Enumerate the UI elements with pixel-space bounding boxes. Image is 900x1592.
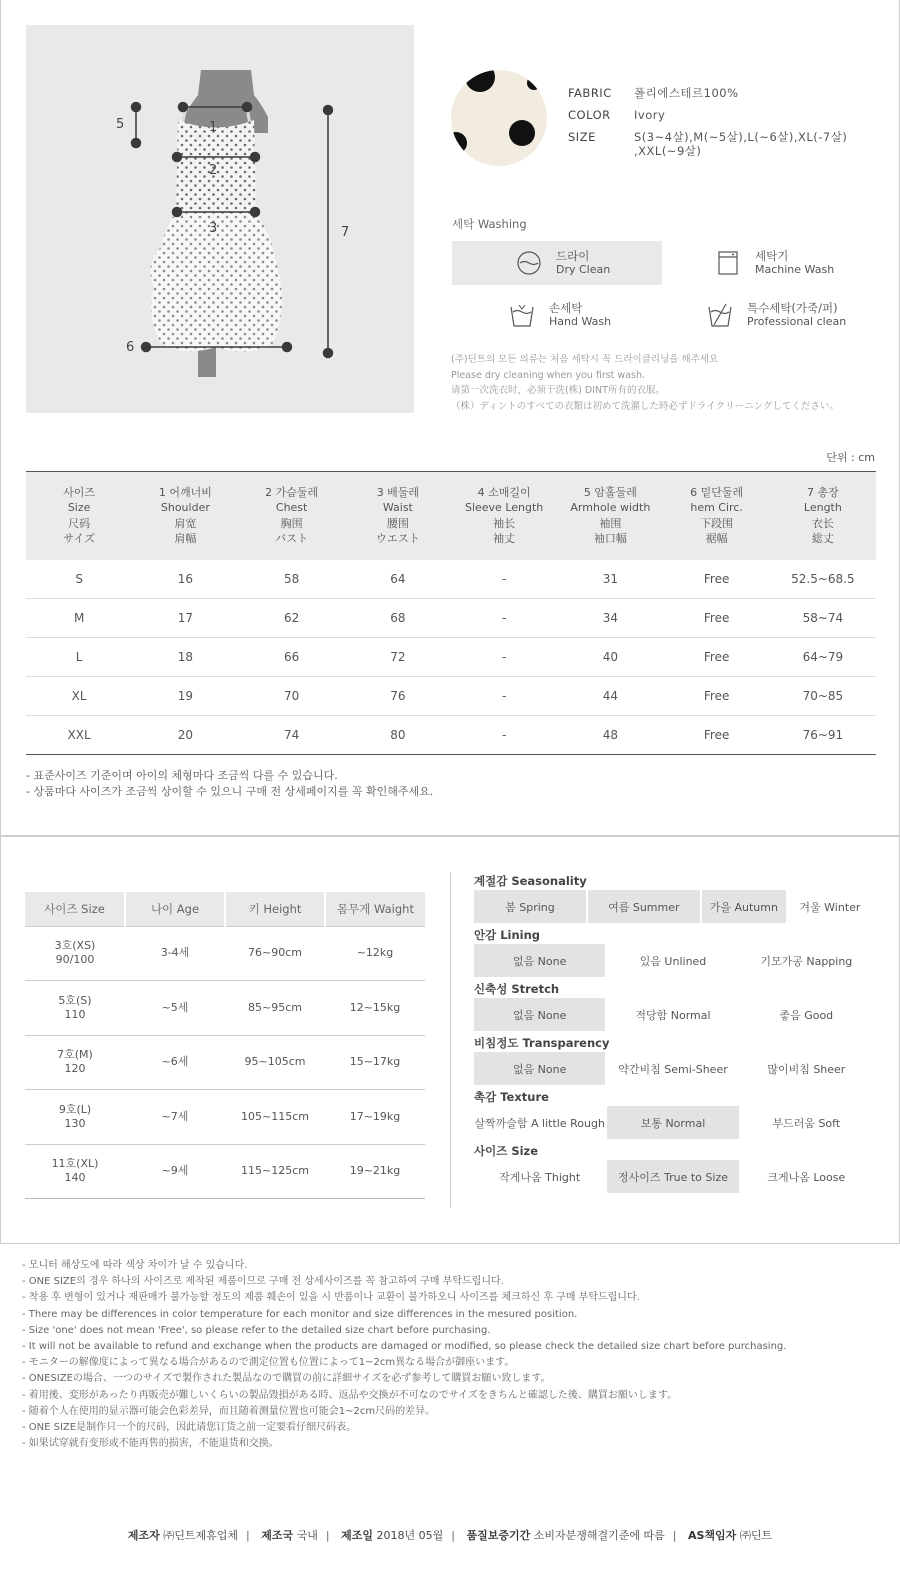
footer-label: AS책임자 (688, 1529, 737, 1542)
table-row (25, 981, 425, 1036)
cell: 70 (239, 677, 345, 716)
cell: 3호(XS) 90/100 (25, 926, 125, 981)
table-row (25, 1035, 425, 1090)
general-notes (22, 1258, 786, 1452)
cell: 20 (177, 728, 194, 742)
cell: 31 (557, 560, 663, 599)
header-weight: 몸무게 Waight (325, 892, 425, 926)
attr-title: 사이즈 Size (474, 1144, 539, 1158)
cell: XL (26, 677, 132, 716)
cell: 68 (345, 599, 451, 638)
attr-option: 있음 Unlined (639, 954, 707, 968)
footer-label: 제조자 (127, 1529, 160, 1542)
footer-label: 제조일 (341, 1529, 374, 1542)
header-sleeve-length: 4 소매길이 Sleeve Length 袖长 袖丈 (451, 472, 557, 560)
wash-option-hand-wash (507, 293, 717, 337)
size-row (568, 130, 888, 158)
measure-label-3: 3 (209, 221, 218, 236)
attr-title: 안감 Lining (474, 928, 541, 942)
table-row (26, 638, 876, 677)
table-row (25, 926, 425, 981)
header-height: 키 Height (225, 892, 325, 926)
note-line: - 随着个人在使用的显示器可能会色彩差异，而且随着测量位置也可能会1~2cm尺码的差异。 (22, 1405, 436, 1417)
attr-title: 신축성 Stretch (474, 982, 560, 996)
footer-value: ㈜딘트 (739, 1529, 773, 1542)
cell: 64 (345, 560, 451, 599)
attr-option-autumn: 가을 Autumn (702, 890, 786, 923)
washing-note: 请第一次洗衣时，必须干洗(株) DINT所有的衣服。 (451, 385, 665, 396)
header-armhole: 5 암홀둘레 Armhole width 袖围 袖口幅 (557, 472, 663, 560)
size-note: - 상품마다 사이즈가 조금씩 상이할 수 있으니 구매 전 상세페이지를 꼭 확인해주세요. (26, 785, 434, 798)
measure-label-2: 2 (209, 163, 218, 178)
note-line: - Size 'one' does not mean 'Free', so please refer to the detailed size chart before purchasing. (22, 1324, 491, 1336)
attr-option: 크게나옴 Loose (767, 1170, 846, 1184)
cell: L (26, 638, 132, 677)
attr-option: 정사이즈 True to Size (607, 1160, 738, 1193)
attr-options (474, 998, 874, 1031)
table-row (25, 1090, 425, 1145)
cell: 17 (132, 599, 238, 638)
cell: M (26, 599, 132, 638)
cell: 95~105cm (225, 1035, 325, 1090)
attr-option: 부드러움 Soft (772, 1116, 841, 1130)
header-chest: 2 가슴둘레 Chest 胸围 バスト (239, 472, 345, 560)
cell: 11호(XL) 140 (25, 1144, 125, 1199)
professional-clean-icon (705, 300, 735, 330)
product-footer: 제조자 ㈜딘트제휴업체 | 제조국 국내 | 제조일 2018년 05월 | 품질보증기간 소비자분쟁해결기준에 따름 | AS책임자 ㈜딘트 (127, 1529, 773, 1542)
cell: 48 (602, 728, 619, 742)
cell: - (451, 677, 557, 716)
wash-option-kr: 특수세탁(가죽/퍼) (747, 301, 838, 315)
attr-texture (474, 1088, 874, 1139)
footer-value: ㈜딘트제휴업체 (163, 1529, 239, 1542)
table-row (26, 716, 876, 755)
attr-option: 약간비침 Semi-Sheer (618, 1062, 728, 1076)
wash-option-kr: 세탁기 (755, 249, 789, 263)
wash-option-en: Dry Clean (556, 263, 611, 276)
attr-transparency (474, 1034, 874, 1085)
header-size: 사이즈 Size 尺码 サイズ (26, 472, 132, 560)
table-row (26, 677, 876, 716)
cell: 72 (345, 638, 451, 677)
footer-label: 품질보증기간 (466, 1529, 531, 1542)
wash-option-kr: 드라이 (556, 249, 590, 263)
note-line: - モニターの解像度によって異なる場合があるので測定位置も位置によって1~2cm異なる場合が御座います。 (22, 1357, 515, 1369)
fabric-info (568, 86, 888, 166)
cell: ~9세 (125, 1144, 225, 1199)
attr-seasonality (474, 872, 874, 923)
attr-option: 기모가공 Napping (760, 954, 853, 968)
attr-option: 적당함 Normal (635, 1008, 711, 1022)
cell: 9호(L) 130 (25, 1090, 125, 1145)
cell: - (451, 599, 557, 638)
attribute-groups (474, 872, 874, 1196)
cell: Free (664, 638, 770, 677)
cell: 66 (239, 638, 345, 677)
attr-option: 살짝까슬함 A little Rough (474, 1116, 605, 1130)
cell: 3-4세 (125, 926, 225, 981)
cell: Free (664, 560, 770, 599)
note-line: - 着用後、変形があったり再販売が難しいくらいの製品毀損がある時、返品や交換が不可なのでサイズをきちんと確認した後、購買お願いします。 (22, 1389, 678, 1401)
header-hem: 6 밑단둘레 hem Circ. 下段围 裾幅 (664, 472, 770, 560)
washing-title: 세탁 Washing (452, 217, 527, 231)
footer-value: 국내 (296, 1529, 318, 1542)
note-line: - It will not be available to refund and exchange when the products are damaged or modified, so please check the detailed size chart before purchasing. (22, 1341, 787, 1353)
cell: - (451, 560, 557, 599)
note-line: - ONE SIZE是制作只一个的尺码，因此请您订货之前一定要看仔细尺码表。 (22, 1422, 357, 1434)
cell: ~5세 (125, 981, 225, 1036)
cell: 18 (132, 638, 238, 677)
color-label: COLOR (568, 108, 611, 122)
cell: 58~74 (770, 599, 876, 638)
attr-option: 많이비침 Sheer (767, 1062, 846, 1076)
measure-label-6: 6 (126, 340, 135, 355)
fabric-row (568, 86, 888, 100)
note-line: - ONE SIZE의 경우 하나의 사이즈로 제작된 제품이므로 구매 전 상세사이즈를 꼭 참고하여 구매 부탁드립니다. (22, 1276, 504, 1288)
wash-option-en: Professional clean (747, 315, 847, 328)
age-table-header (25, 892, 425, 926)
attr-title: 비침정도 Transparency (474, 1036, 610, 1050)
header-age: 나이 Age (125, 892, 225, 926)
size-note: - 표준사이즈 기준이며 아이의 체형마다 조금씩 다를 수 있습니다. (26, 769, 338, 782)
attr-option-winter: 겨울 Winter (799, 900, 861, 914)
cell: ~7세 (125, 1090, 225, 1145)
attr-options (474, 944, 874, 977)
attr-lining (474, 926, 874, 977)
attr-option: 좋음 Good (779, 1008, 834, 1022)
cell: 44 (557, 677, 663, 716)
attr-option: 없음 None (474, 998, 605, 1031)
note-line: - 모니터 해상도에 따라 색상 차이가 날 수 있습니다. (22, 1260, 248, 1271)
cell: 64~79 (770, 638, 876, 677)
attr-option: 작게나옴 Thight (499, 1170, 581, 1184)
table-row (25, 1144, 425, 1199)
attr-stretch (474, 980, 874, 1031)
attr-fit (474, 1142, 874, 1193)
cell: 15~17kg (325, 1035, 425, 1090)
attr-option-summer: 여름 Summer (588, 890, 700, 923)
attr-option: 보통 Normal (607, 1106, 738, 1139)
table-row (26, 560, 876, 599)
fabric-label: FABRIC (568, 86, 612, 100)
cell: 105~115cm (225, 1090, 325, 1145)
washing-note: (주)딘트의 모든 의류는 처음 세탁시 꼭 드라이클리닝을 해주세요 (451, 354, 719, 365)
cell: 5호(S) 110 (25, 981, 125, 1036)
cell: Free (703, 728, 730, 742)
footer-value: 소비자분쟁해결기준에 따름 (533, 1529, 665, 1542)
attr-options (474, 1052, 874, 1085)
cell: 74 (283, 728, 300, 742)
header-waist: 3 배둘레 Waist 腰围 ウエスト (345, 472, 451, 560)
cell: 70~85 (770, 677, 876, 716)
wash-option-professional-clean (705, 293, 900, 337)
cell: Free (664, 599, 770, 638)
attr-option-spring: 봄 Spring (474, 890, 586, 923)
cell: 58 (239, 560, 345, 599)
washing-note: （株）ディントのすべての衣類は初めて洗濯した時必ずドライクリーニングしてください。 (451, 400, 839, 412)
fabric-swatch (451, 70, 547, 166)
unit-label: 단위 : cm (826, 451, 875, 464)
note-line: - There may be differences in color temperature for each monitor and size differences in the mesured position. (22, 1308, 578, 1320)
cell: 17~19kg (325, 1090, 425, 1145)
size-table-header (26, 472, 876, 560)
attr-title: 계절감 Seasonality (474, 874, 587, 888)
cell: 85~95cm (225, 981, 325, 1036)
cell: 62 (239, 599, 345, 638)
cell: 34 (557, 599, 663, 638)
cell: XXL (67, 728, 91, 742)
table-row (26, 599, 876, 638)
attr-title: 촉감 Texture (474, 1090, 549, 1104)
color-row (568, 108, 888, 122)
fabric-value: 폴리에스테르100% (634, 86, 739, 100)
attr-options (474, 1160, 874, 1193)
footer-value: 2018년 05월 (376, 1529, 444, 1542)
wash-option-en: Hand Wash (549, 315, 612, 328)
footer-label: 제조국 (261, 1529, 294, 1542)
cell: 19~21kg (325, 1144, 425, 1199)
color-value: Ivory (634, 108, 666, 122)
dress-measurement-illustration (26, 25, 414, 413)
cell: S (26, 560, 132, 599)
washing-notes (451, 352, 891, 414)
cell: - (451, 638, 557, 677)
attr-options (474, 1106, 874, 1139)
size-label: SIZE (568, 130, 596, 144)
wash-option-machine-wash (713, 241, 900, 285)
wash-option-dry-clean (452, 241, 662, 285)
size-value: S(3~4살),M(~5살),L(~6살),XL(-7살) ,XXL(~9살) (634, 130, 848, 158)
header-shoulder: 1 어깨너비 Shoulder 肩宽 肩幅 (132, 472, 238, 560)
measure-label-7: 7 (341, 225, 350, 240)
attr-options (474, 890, 874, 923)
attr-option: 없음 None (474, 944, 605, 977)
attr-option: 없음 None (474, 1052, 605, 1085)
cell: ~12kg (325, 926, 425, 981)
cell: 76~90cm (225, 926, 325, 981)
machine-wash-icon (713, 248, 743, 278)
note-line: - 如果试穿就有变形或不能再售的损害，不能退货和交换。 (22, 1438, 279, 1450)
cell: 80 (390, 728, 406, 742)
cell: 76~91 (802, 728, 844, 742)
washing-note: Please dry cleaning when you first wash. (451, 369, 646, 381)
note-line: - 착용 후 변형이 있거나 재판매가 불가능할 정도의 제품 훼손이 있을 시 반품이나 교환이 불가하오니 사이즈를 체크하신 후 구매 부탁드립니다. (22, 1292, 640, 1304)
measure-label-5: 5 (116, 117, 125, 132)
size-table (26, 471, 876, 755)
cell: 7호(M) 120 (25, 1035, 125, 1090)
size-notes (26, 768, 433, 800)
cell: 12~15kg (325, 981, 425, 1036)
wash-option-kr: 손세탁 (549, 301, 583, 315)
age-size-table (25, 892, 425, 1199)
cell: 76 (345, 677, 451, 716)
cell: 40 (557, 638, 663, 677)
product-photo (26, 25, 414, 413)
cell: 52.5~68.5 (770, 560, 876, 599)
cell: 19 (132, 677, 238, 716)
wash-option-en: Machine Wash (755, 263, 835, 276)
cell: ~6세 (125, 1035, 225, 1090)
measure-label-1: 1 (209, 120, 218, 135)
dry-clean-icon (514, 248, 544, 278)
hand-wash-icon (507, 300, 537, 330)
cell: 16 (132, 560, 238, 599)
header-length: 7 총장 Length 衣长 総丈 (770, 472, 876, 560)
note-line: - ONESIZEの場合、一つのサイズで製作された製品なので購買の前に詳細サイズを必ず参考して購買お願い致します。 (22, 1373, 551, 1385)
cell: - (501, 728, 507, 742)
header-size: 사이즈 Size (25, 892, 125, 926)
divider (450, 872, 451, 1208)
cell: Free (664, 677, 770, 716)
cell: 115~125cm (225, 1144, 325, 1199)
